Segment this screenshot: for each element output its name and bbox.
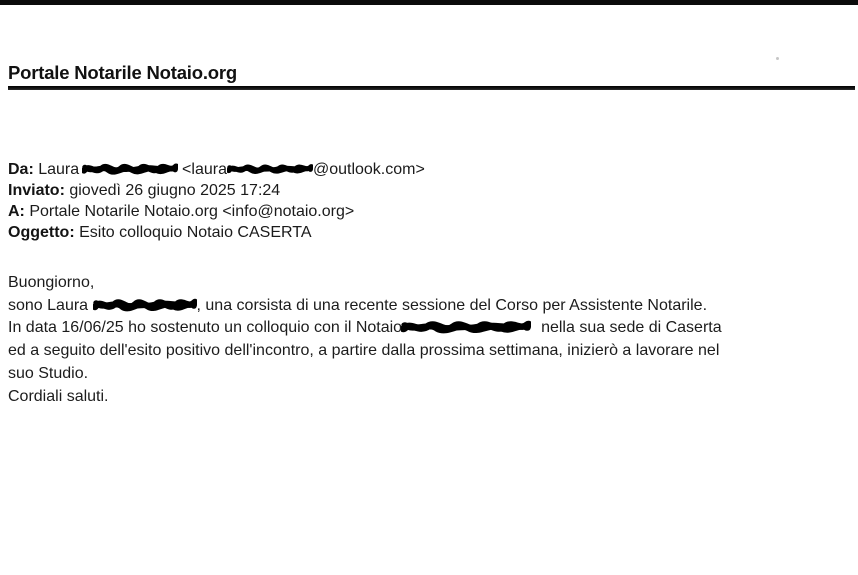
redaction-scribble-icon <box>227 162 313 176</box>
email-body <box>8 272 722 408</box>
intro-before: sono Laura <box>8 296 93 314</box>
body-intro-line <box>8 295 722 318</box>
redaction-scribble-icon <box>93 296 197 314</box>
body-outcome-cont: suo Studio. <box>8 364 89 382</box>
to-label: A: <box>8 203 25 220</box>
page-title: Portale Notarile Notaio.org <box>8 62 237 83</box>
sent-label: Inviato: <box>8 182 65 199</box>
from-name: Laura <box>33 161 84 178</box>
redaction-scribble-icon <box>82 161 178 177</box>
body-outcome-line: ed a seguito dell'esito positivo dell'incontro, a partire dalla prossima settimana, inizierò a lavorare nel <box>8 342 720 360</box>
redaction-scribble-icon <box>401 318 531 336</box>
meeting-before: In data 16/06/25 ho sostenuto un colloquio con il Notaio <box>8 319 403 337</box>
sent-value: giovedì 26 giugno 2025 17:24 <box>64 182 281 199</box>
body-meeting-line <box>8 317 722 340</box>
title-underline-rule <box>8 86 855 90</box>
intro-after: , una corsista di una recente sessione del Corso per Assistente Notarile. <box>196 296 708 314</box>
scan-speck <box>776 57 779 60</box>
from-addr-open: <laura <box>177 161 227 178</box>
email-header-subject <box>8 222 425 243</box>
email-header-to <box>8 201 425 222</box>
scan-top-bar <box>0 0 858 5</box>
subject-label: Oggetto: <box>8 224 75 241</box>
from-label: Da: <box>8 161 34 178</box>
meeting-after: nella sua sede di Caserta <box>541 319 722 337</box>
email-header-sent <box>8 180 425 201</box>
to-value: Portale Notarile Notaio.org <info@notaio.org> <box>24 203 355 220</box>
email-header-from <box>8 159 425 180</box>
subject-value: Esito colloquio Notaio CASERTA <box>74 224 312 241</box>
body-closing: Cordiali saluti. <box>8 387 109 405</box>
email-headers <box>8 159 425 243</box>
body-greeting: Buongiorno, <box>8 274 95 291</box>
from-addr-close: @outlook.com> <box>312 161 425 178</box>
